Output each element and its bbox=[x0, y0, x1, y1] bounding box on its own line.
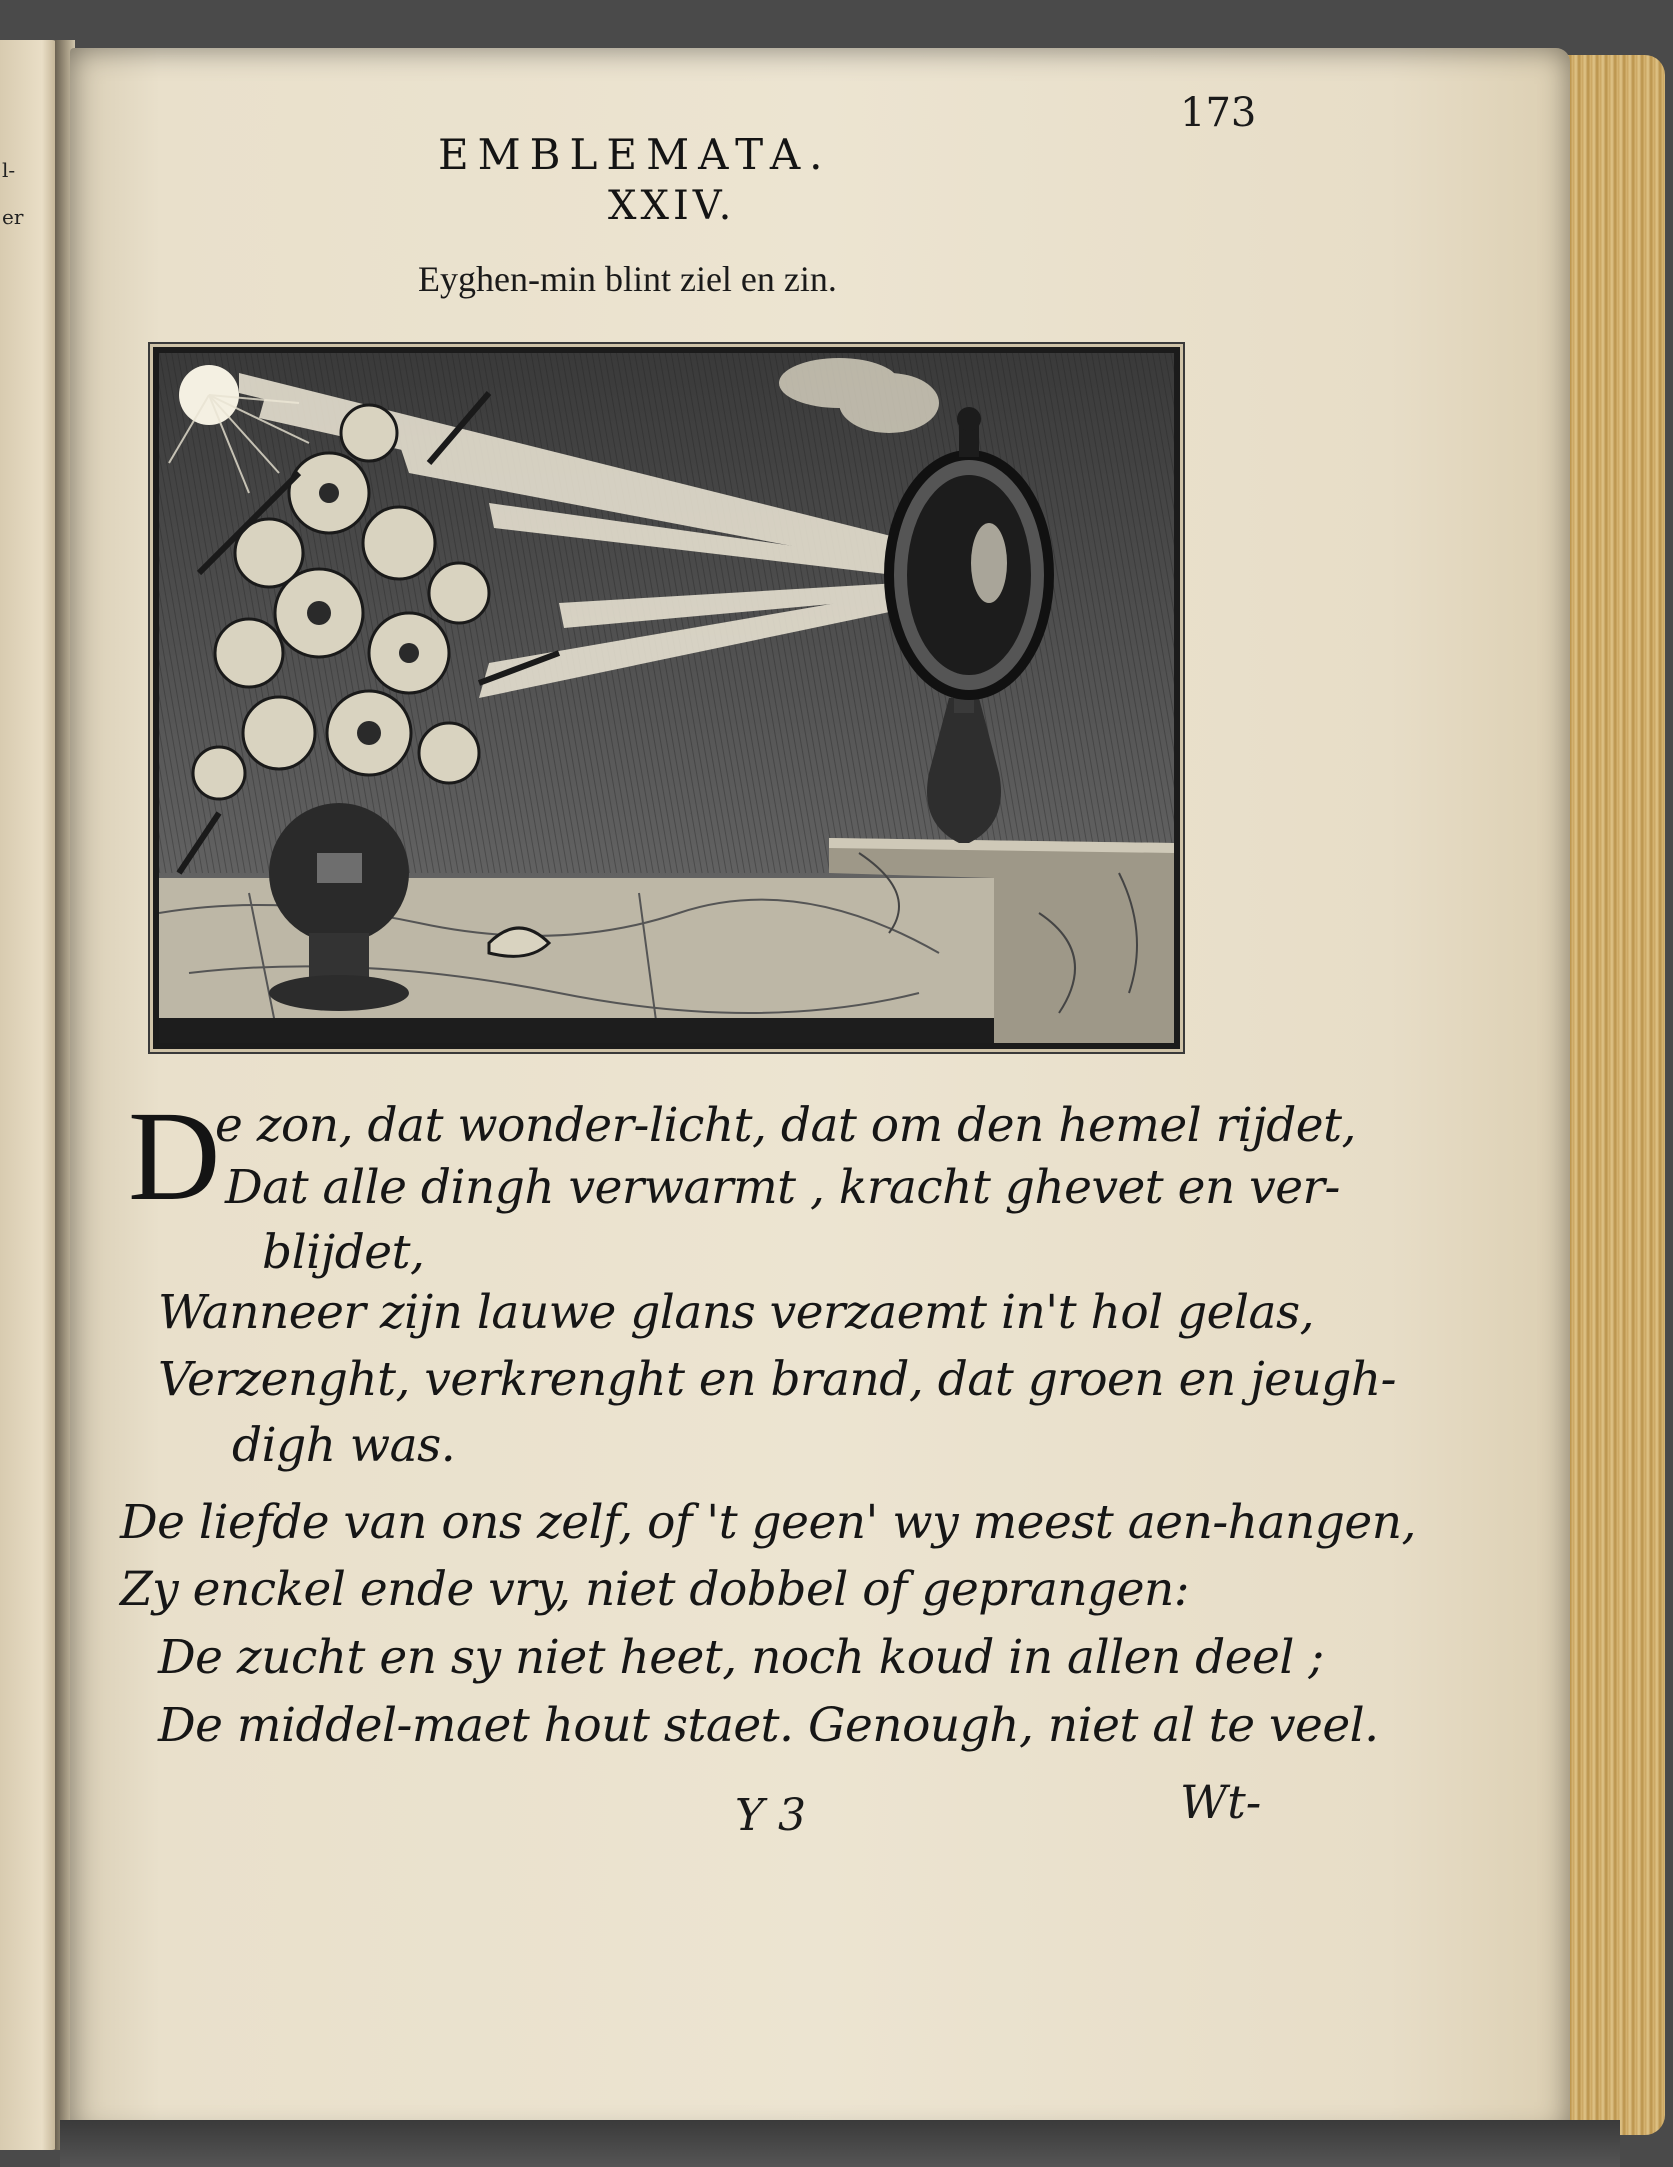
page-number: 173 bbox=[1180, 90, 1257, 136]
verse-line: De liefde van ons zelf, of 't geen' wy meest aen-hangen, bbox=[120, 1495, 1416, 1550]
engraving-illustration bbox=[153, 347, 1180, 1049]
emblem-motto: Eyghen-min blint ziel en zin. bbox=[418, 259, 837, 299]
verse-line: digh was. bbox=[232, 1418, 456, 1473]
engraving-image bbox=[159, 353, 1174, 1043]
left-page-fragment: l- bbox=[2, 158, 16, 182]
previous-page-edge bbox=[0, 40, 60, 2150]
table-surface bbox=[60, 2120, 1620, 2167]
verse-line: Zy enckel ende vry, niet dobbel of geprangen: bbox=[120, 1562, 1190, 1617]
verse-line: Verzenght, verkrenght en brand, dat groen en jeugh- bbox=[158, 1352, 1396, 1407]
verse-line: Wanneer zijn lauwe glans verzaemt in't hol gelas, bbox=[158, 1285, 1315, 1340]
page-block-edge bbox=[1555, 55, 1665, 2135]
emblem-number: XXIV. bbox=[608, 183, 736, 229]
catchword: Wt- bbox=[1180, 1775, 1262, 1829]
verse-line: De zucht en sy niet heet, noch koud in allen deel ; bbox=[158, 1630, 1324, 1685]
drop-cap: D bbox=[128, 1085, 221, 1227]
verse-line: blijdet, bbox=[262, 1225, 425, 1280]
verse-line: e zon, dat wonder-licht, dat om den hemel rijdet, bbox=[215, 1098, 1356, 1153]
signature-mark: Y 3 bbox=[735, 1790, 807, 1841]
verse-line: Dat alle dingh verwarmt , kracht ghevet en ver- bbox=[225, 1160, 1340, 1215]
left-page-fragment: er bbox=[2, 205, 24, 229]
verse-line: De middel-maet hout staet. Genough, niet al te veel. bbox=[158, 1698, 1379, 1753]
running-title: EMBLEMATA. bbox=[438, 130, 832, 179]
